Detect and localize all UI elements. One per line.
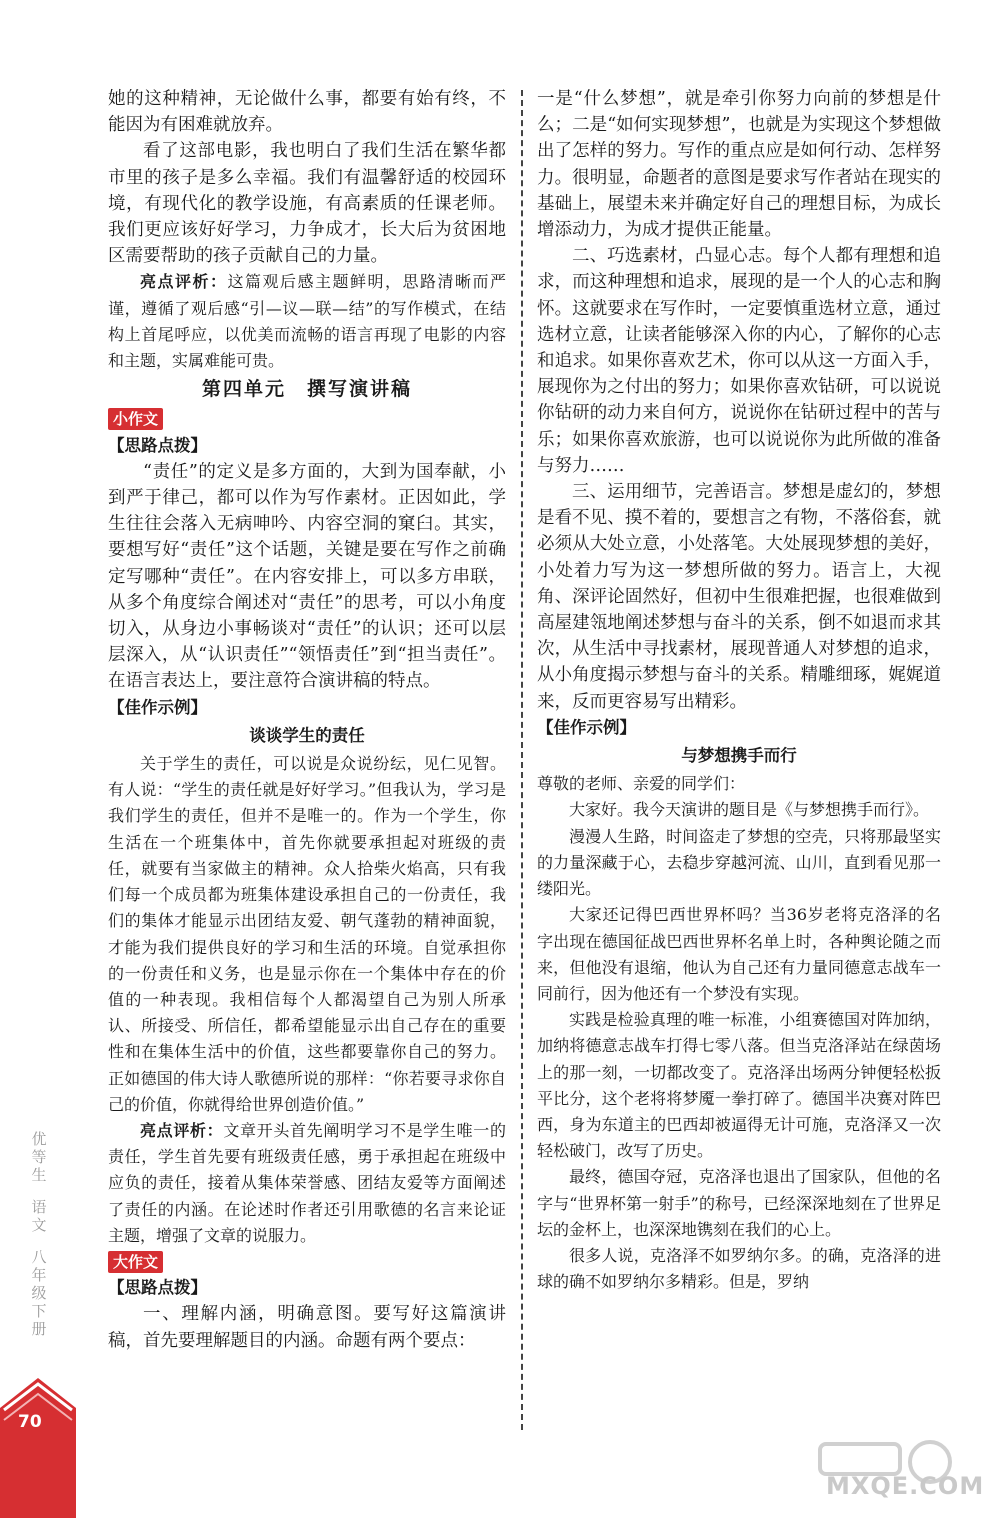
paragraph: 三、运用细节，完善语言。梦想是虚幻的，梦想是看不见、摸不着的，要想言之有物，不落俗套，就必须从大处立意，小处落笔。大处展现梦想的美好，小处着力写为这一梦想所做的努力。语言上，大视角、深评论固然好，但初中生很难把握，也很难做到高屋建瓴地阐述梦想与奋斗的关系，倒不如退而求其次，从生活中寻找素材，展现普通人对梦想的追求，从小角度揭示梦想与奋斗的关系。精雕细琢，娓娓道来，反而更容易写出精彩。 xyxy=(537,482,941,712)
paragraph: 二、巧选素材，凸显心志。每个人都有理想和追求，而这种理想和追求，展现的是一个人的心志和胸怀。这就要求在写作时，一定要慎重选材立意，通过选材立意，让读者能够深入你的内心，了解你的心志和追求。如果你喜欢艺术，你可以从这一方面入手，展现你为之付出的努力；如果你喜欢钻研，可以说说你钻研的动力来自何方，说说你在钻研过程中的苦与乐；如果你喜欢旅游，也可以说说你为此所做的准备与努力…… xyxy=(537,246,941,476)
essay-paragraph: 实践是检验真理的唯一标准，小组赛德国对阵加纳，加纳将德意志战车打得七零八落。但当克洛泽站在绿茵场上的那一刻，一切都改变了。克洛泽出场两分钟便轻松扳平比分，这个老将将梦魇一拳打碎了。德国半决赛对阵巴西，身为东道主的巴西却被逼得无计可施，克洛泽又一次轻松破门，改写了历史。 xyxy=(537,1010,941,1161)
subject-name: 语文 xyxy=(31,1198,47,1234)
review-text: 文章开头首先阐明学习不是学生唯一的责任，学生首先要有班级责任感，勇于承担起在班级中应负的责任，接着从集体荣誉感、团结友爱等方面阐述了责任的内涵。在论述时作者还引用歌德的名言来论证主题，增强了文章的说服力。 xyxy=(108,1120,506,1245)
column-divider xyxy=(521,90,523,1430)
essay-paragraph: 大家还记得巴西世界杯吗？当36岁老将克洛泽的名字出现在德国征战巴西世界杯名单上时，各种舆论随之而来，但他没有退缩，他认为自己还有力量同德意志战车一同前行，因为他还有一个梦没有实现。 xyxy=(537,905,941,1003)
paragraph: 看了这部电影，我也明白了我们生活在繁华都市里的孩子是多么幸福。我们有温馨舒适的校园环境，有现代化的教学设施，有高素质的任课老师。我们更应该好好学习，力争成才，长大后为贫困地区需要帮助的孩子贡献自己的力量。 xyxy=(108,141,506,267)
section-tag-big-essay: 大作文 xyxy=(108,1251,163,1273)
essay-body: 关于学生的责任，可以说是众说纷纭，见仁见智。有人说：“学生的责任就是好好学习。”但我认为，学习是我们学生的责任，但并不是唯一的。作为一个学生，你生活在一个班集体中，首先你就要承担起对班级的责任，就要有当家做主的精神。众人拾柴火焰高，只有我们每一个成员都为班集体建设承担自己的一份责任，我们的集体才能显示出团结友爱、朝气蓬勃的精神面貌，才能为我们提供良好的学习和生活的环境。自觉承担你的一份责任和义务，也是显示你在一个集体中存在的价值的一种表现。我相信每个人都渴望自己为别人所承认、所接受、所信任，都希望能显示出自己存在的重要性和在集体生活中的价值，这些都要靠你自己的努力。正如德国的伟大诗人歌德所说的那样：“你若要寻求你自己的价值，你就得给世界创造价值。” xyxy=(108,754,506,1114)
right-column xyxy=(537,86,941,1295)
review-paragraph xyxy=(108,269,506,374)
essay-title: 与梦想携手而行 xyxy=(681,746,797,766)
essay-paragraph: 漫漫人生路，时间盗走了梦想的空壳，只将那最坚实的力量深藏于心，去稳步穿越河流、山川，直到看见那一缕阳光。 xyxy=(537,826,941,899)
essay-paragraph: 很多人说，克洛泽不如罗纳尔多。的确，克洛泽的进球的确不如罗纳尔多精彩。但是，罗纳 xyxy=(537,1245,941,1292)
paragraph: “责任”的定义是多方面的，大到为国奉献，小到严于律己，都可以作为写作素材。正因如此，学生往往会落入无病呻吟、内容空洞的窠臼。其实，要想写好“责任”这个话题，关键是要在写作之前确定写哪种“责任”。在内容安排上，可以多方串联，从多个角度综合阐述对“责任”的思考，可以小角度切入，从身边小事畅谈对“责任”的认识；还可以层层深入，从“认识责任”“领悟责任”到“担当责任”。在语言表达上，要注意符合演讲稿的特点。 xyxy=(108,461,506,692)
essay-title: 谈谈学生的责任 xyxy=(249,725,365,745)
page-number: 70 xyxy=(18,1412,42,1432)
section-label: 【佳作示例】 xyxy=(108,697,207,717)
review-text: 这篇观后感主题鲜明，思路清晰而严谨，遵循了观后感“引—议—联—结”的写作模式，在结构上首尾呼应，以优美而流畅的语言再现了电影的内容和主题，实属难能可贵。 xyxy=(108,272,506,371)
left-column xyxy=(108,86,506,1354)
sidebar-book-info xyxy=(28,1130,50,1338)
page-tab-decoration xyxy=(0,1378,76,1518)
review-label: 亮点评析： xyxy=(140,272,228,292)
section-tag-small-essay: 小作文 xyxy=(108,408,163,430)
section-label: 【思路点拨】 xyxy=(108,1278,207,1298)
watermark-text: MXQE.COM xyxy=(826,1472,985,1500)
section-label: 【佳作示例】 xyxy=(537,717,636,737)
grade-name: 八年级下册 xyxy=(31,1248,47,1338)
salutation: 尊敬的老师、亲爱的同学们： xyxy=(537,774,746,794)
essay-paragraph: 大家好。我今天演讲的题目是《与梦想携手而行》。 xyxy=(569,800,930,820)
essay-paragraph: 最终，德国夺冠，克洛泽也退出了国家队，但他的名字与“世界杯第一射手”的称号，已经深深地刻在了世界足坛的金杯上，也深深地镌刻在我们的心上。 xyxy=(537,1167,941,1239)
section-label: 【思路点拨】 xyxy=(108,435,207,455)
review-paragraph xyxy=(108,1118,506,1249)
series-name: 优等生 xyxy=(31,1130,47,1184)
review-label: 亮点评析： xyxy=(140,1120,224,1140)
paragraph: 她的这种精神，无论做什么事，都要有始有终，不能因为有困难就放弃。 xyxy=(108,89,506,136)
paragraph: 一、理解内涵，明确意图。要写好这篇演讲稿，首先要理解题目的内涵。命题有两个要点： xyxy=(108,1304,506,1351)
paragraph: 一是“什么梦想”，就是牵引你努力向前的梦想是什么；二是“如何实现梦想”，也就是为实现这个梦想做出了怎样的努力。写作的重点应是如何行动、怎样努力。很明显，命题者的意图是要求写作者站在现实的基础上，展望未来并确定好自己的理想目标，为成长增添动力，为成才提供正能量。 xyxy=(537,89,941,241)
unit-title: 第四单元 撰写演讲稿 xyxy=(201,378,412,401)
